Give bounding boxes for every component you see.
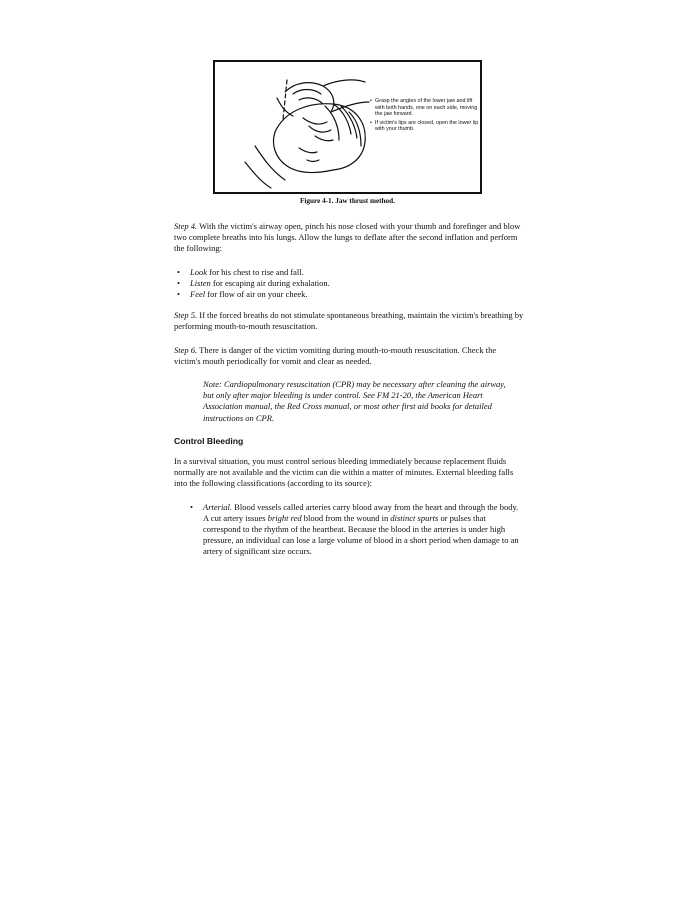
list-item [190,267,524,278]
step-4-list [174,267,524,301]
figure-jaw-thrust [213,60,482,194]
cpr-note: Note: Cardiopulmonary resuscitation (CPR) may be necessary after cleaning the airway, but only after major bleeding is under control. See FM 21-20, the American Heart Association manual, the Red Cross manual, or most other first aid books for detailed instructions on CPR. [203,379,506,423]
list-item-lead: Look [190,266,207,277]
list-item-text: for escaping air during exhalation. [210,277,330,288]
step-5-paragraph [174,310,524,332]
figure-caption: Figure 4-1. Jaw thrust method. [300,197,395,205]
figure-notes [370,98,480,135]
list-item-lead: Listen [190,277,211,288]
arterial-text: Blood vessels called arteries carry blood away from the heart and through the body. A cut artery issues [203,501,519,523]
list-item [190,278,524,289]
step-6-text: There is danger of the victim vomiting during mouth-to-mouth resuscitation. Check the victim's mouth periodically for vomit and clear as needed. [174,344,497,366]
step-5-label: Step 5. [174,310,198,321]
section-heading: Control Bleeding [174,435,244,446]
step-4-label: Step 4. [174,221,198,231]
arterial-emphasis: distinct spurts [390,512,439,523]
step-6-label: Step 6. [174,344,198,355]
figure-note: • Grasp the angles of the lower jaw and lift with both hands, one on each side, moving the jaw forward. [370,98,480,118]
figure-note: • If victim's lips are closed, open the lower lip with your thumb. [370,120,480,133]
step-5-text: If the forced breaths do not stimulate spontaneous breathing, maintain the victim's breathing by performing mouth-to-mouth resuscitation. [174,310,524,332]
list-item [190,289,524,300]
step-4-paragraph [174,221,524,255]
list-item-text: for his chest to rise and fall. [207,266,304,277]
list-item-text: for flow of air on your cheek. [205,289,308,300]
bleeding-classifications [174,502,524,558]
arterial-label: Arterial. [203,501,233,512]
arterial-text: or pulses that correspond to the rhythm of the heartbeat. Because the blood in the arteries is under high pressure, an individual can lose a large volume of blood in a short period when damage to an artery of significant size occurs. [203,512,519,557]
arterial-emphasis: bright red [267,512,302,523]
document-body [174,221,524,558]
bleeding-intro: In a survival situation, you must control serious bleeding immediately because replacement fluids normally are not available and the victim can die within a matter of minutes. External bleeding falls into the following classifications (according to its source): [174,456,514,489]
list-item-arterial [203,502,524,558]
arterial-text: blood from the wound in [301,512,391,523]
step-6-paragraph [174,345,524,367]
list-item-lead: Feel [190,289,206,300]
step-4-text: With the victim's airway open, pinch his nose closed with your thumb and forefinger and blow two complete breaths into his lungs. Allow the lungs to deflate after the second inflation and perform the following: [174,221,521,254]
